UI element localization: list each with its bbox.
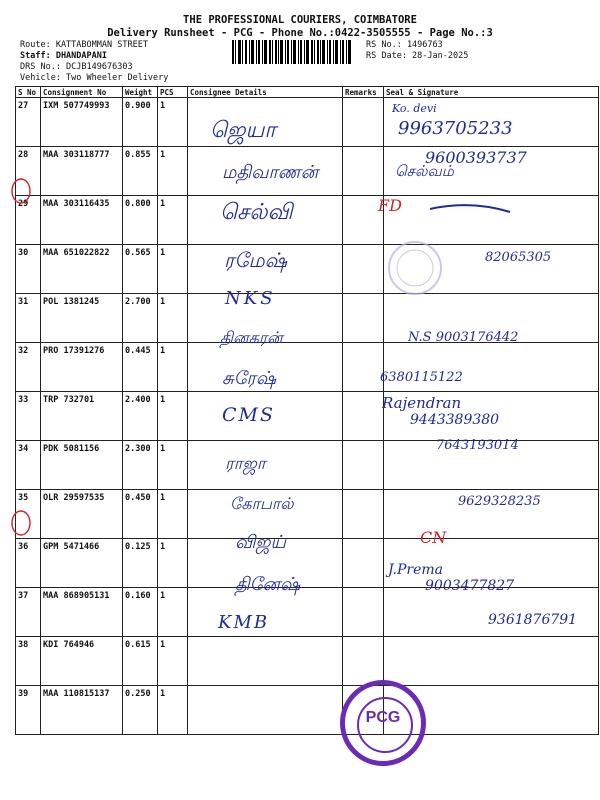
rs-number: RS No.: 1496763 xyxy=(366,40,443,50)
row-sno: 39 xyxy=(16,686,41,735)
table-row xyxy=(16,588,599,637)
row-consignee-details xyxy=(188,637,343,686)
runsheet-table xyxy=(15,86,599,735)
hw-sig-32a: 6380115122 xyxy=(380,370,463,385)
hw-sig-34a: 7643193014 xyxy=(436,438,519,453)
hw-sig-28a: 9600393737 xyxy=(425,148,527,167)
row-consignment-no: MAA 651022822 xyxy=(41,245,123,294)
table-row xyxy=(16,686,599,735)
hw-consignee-30: ரமேஷ் xyxy=(224,248,288,272)
row-consignment-no: IXM 507749993 xyxy=(41,98,123,147)
col-pcs: PCS xyxy=(158,87,188,98)
barcode-image xyxy=(232,40,352,64)
hw-consignee-33: CMS xyxy=(222,404,276,426)
row-consignee-details xyxy=(188,490,343,539)
row-signature xyxy=(384,490,599,539)
table-header-row xyxy=(16,87,599,98)
table-row xyxy=(16,490,599,539)
row-remarks xyxy=(343,441,384,490)
hw-consignee-31b: தினகரன் xyxy=(220,328,283,347)
row-weight: 0.160 xyxy=(123,588,158,637)
hw-sig-37b: 9003477827 xyxy=(425,578,515,594)
row-sno: 27 xyxy=(16,98,41,147)
hw-consignee-35: கோபால் xyxy=(230,494,294,513)
row-weight: 0.565 xyxy=(123,245,158,294)
row-weight: 0.250 xyxy=(123,686,158,735)
col-signature: Seal & Signature xyxy=(384,87,599,98)
row-signature xyxy=(384,98,599,147)
hw-sig-28b: செல்வம் xyxy=(395,162,454,180)
row-pcs: 1 xyxy=(158,539,188,588)
hw-sig-27b: 9963705233 xyxy=(398,118,513,139)
row-remarks xyxy=(343,245,384,294)
row-sno: 28 xyxy=(16,147,41,196)
row-sno: 34 xyxy=(16,441,41,490)
row-consignment-no: MAA 303118777 xyxy=(41,147,123,196)
staff-text: Staff: DHANDAPANI xyxy=(20,51,107,61)
row-consignment-no: MAA 868905131 xyxy=(41,588,123,637)
col-consignment: Consignment No xyxy=(41,87,123,98)
row-sno: 36 xyxy=(16,539,41,588)
row-consignee-details xyxy=(188,392,343,441)
row-sno: 29 xyxy=(16,196,41,245)
table-row xyxy=(16,637,599,686)
hw-consignee-27: ஜெயா xyxy=(210,118,276,143)
row-consignment-no: POL 1381245 xyxy=(41,294,123,343)
hw-consignee-38: KMB xyxy=(218,612,270,633)
row-consignment-no: MAA 110815137 xyxy=(41,686,123,735)
row-signature xyxy=(384,196,599,245)
hw-consignee-34: ராஜா xyxy=(225,454,266,474)
hw-sig-33b: 9443389380 xyxy=(410,412,500,428)
row-pcs: 1 xyxy=(158,637,188,686)
col-weight: Weight xyxy=(123,87,158,98)
row-remarks xyxy=(343,196,384,245)
row-weight: 0.450 xyxy=(123,490,158,539)
meta-left xyxy=(20,40,168,84)
row-consignee-details xyxy=(188,588,343,637)
row-remarks xyxy=(343,637,384,686)
row-weight: 2.400 xyxy=(123,392,158,441)
table-row xyxy=(16,392,599,441)
row-consignee-details xyxy=(188,539,343,588)
hw-consignee-28: மதிவாணன் xyxy=(222,162,319,183)
row-pcs: 1 xyxy=(158,588,188,637)
row-pcs: 1 xyxy=(158,196,188,245)
row-consignee-details xyxy=(188,196,343,245)
hw-consignee-31: NKS xyxy=(225,288,276,309)
row-sno: 30 xyxy=(16,245,41,294)
table-row xyxy=(16,196,599,245)
table-row xyxy=(16,294,599,343)
row-weight: 0.900 xyxy=(123,98,158,147)
hw-sig-37a: J.Prema xyxy=(388,562,443,578)
hw-sig-30a: 82065305 xyxy=(485,250,552,265)
row-sno: 31 xyxy=(16,294,41,343)
stamp-text: PCG xyxy=(365,709,401,726)
row-remarks xyxy=(343,490,384,539)
hw-consignee-36: விஜய் xyxy=(235,532,286,553)
hw-consignee-29: செல்வி xyxy=(220,200,293,225)
row-consignee-details xyxy=(188,98,343,147)
hw-sig-35a: 9629328235 xyxy=(458,494,541,509)
row-pcs: 1 xyxy=(158,147,188,196)
row-sno: 37 xyxy=(16,588,41,637)
row-sno: 33 xyxy=(16,392,41,441)
row-pcs: 1 xyxy=(158,392,188,441)
row-signature xyxy=(384,245,599,294)
row-consignment-no: TRP 732701 xyxy=(41,392,123,441)
meta-right xyxy=(366,40,468,62)
row-weight: 0.125 xyxy=(123,539,158,588)
table-row xyxy=(16,343,599,392)
row-signature xyxy=(384,392,599,441)
hw-sig-31a: N.S 9003176442 xyxy=(408,330,519,345)
row-sno: 35 xyxy=(16,490,41,539)
hw-sig-29a: FD xyxy=(378,196,402,215)
row-consignee-details xyxy=(188,294,343,343)
row-signature xyxy=(384,343,599,392)
hw-sig-38a: 9361876791 xyxy=(488,612,578,628)
row-weight: 0.800 xyxy=(123,196,158,245)
row-consignment-no: OLR 29597535 xyxy=(41,490,123,539)
row-remarks xyxy=(343,343,384,392)
row-consignee-details xyxy=(188,686,343,735)
row-pcs: 1 xyxy=(158,245,188,294)
hw-consignee-32: சுரேஷ் xyxy=(222,368,276,389)
row-consignment-no: KDI 764946 xyxy=(41,637,123,686)
route-text: Route: KATTABOMMAN STREET xyxy=(20,40,148,50)
hw-sig-36a: CN xyxy=(420,528,447,547)
runsheet-subtitle: Delivery Runsheet - PCG - Phone No.:0422-3505555 - Page No.:3 xyxy=(107,27,493,39)
row-consignment-no: PRO 17391276 xyxy=(41,343,123,392)
row-signature xyxy=(384,441,599,490)
row-consignment-no: GPM 5471466 xyxy=(41,539,123,588)
row-weight: 0.855 xyxy=(123,147,158,196)
row-pcs: 1 xyxy=(158,98,188,147)
col-sno: S No xyxy=(16,87,41,98)
row-pcs: 1 xyxy=(158,343,188,392)
row-consignee-details xyxy=(188,441,343,490)
company-title: THE PROFESSIONAL COURIERS, COIMBATORE xyxy=(183,14,417,26)
table-row xyxy=(16,98,599,147)
row-consignee-details xyxy=(188,147,343,196)
row-weight: 0.615 xyxy=(123,637,158,686)
row-pcs: 1 xyxy=(158,441,188,490)
row-consignment-no: PDK 5081156 xyxy=(41,441,123,490)
hw-sig-27a: Ko. devi xyxy=(392,102,437,115)
pcg-stamp xyxy=(340,680,426,766)
table-row xyxy=(16,245,599,294)
row-remarks xyxy=(343,539,384,588)
row-remarks xyxy=(343,392,384,441)
row-signature xyxy=(384,539,599,588)
vehicle-text: Vehicle: Two Wheeler Delivery xyxy=(20,73,169,83)
row-remarks xyxy=(343,98,384,147)
row-pcs: 1 xyxy=(158,294,188,343)
table-row xyxy=(16,441,599,490)
col-consignee: Consignee Details xyxy=(188,87,343,98)
row-sno: 38 xyxy=(16,637,41,686)
table-row xyxy=(16,147,599,196)
row-signature xyxy=(384,294,599,343)
row-weight: 2.700 xyxy=(123,294,158,343)
row-remarks xyxy=(343,147,384,196)
rs-date: RS Date: 28-Jan-2025 xyxy=(366,51,469,61)
row-weight: 2.300 xyxy=(123,441,158,490)
row-pcs: 1 xyxy=(158,686,188,735)
hw-consignee-37: தினேஷ் xyxy=(235,574,301,595)
row-signature xyxy=(384,588,599,637)
col-remarks: Remarks xyxy=(343,87,384,98)
row-remarks xyxy=(343,588,384,637)
row-pcs: 1 xyxy=(158,490,188,539)
row-consignee-details xyxy=(188,343,343,392)
row-consignment-no: MAA 303116435 xyxy=(41,196,123,245)
table-row xyxy=(16,539,599,588)
row-consignee-details xyxy=(188,245,343,294)
row-sno: 32 xyxy=(16,343,41,392)
row-signature xyxy=(384,147,599,196)
drs-text: DRS No.: DCJB149676303 xyxy=(20,62,133,72)
row-signature xyxy=(384,637,599,686)
hw-sig-33a: Rajendran xyxy=(382,394,462,412)
row-weight: 0.445 xyxy=(123,343,158,392)
row-remarks xyxy=(343,294,384,343)
